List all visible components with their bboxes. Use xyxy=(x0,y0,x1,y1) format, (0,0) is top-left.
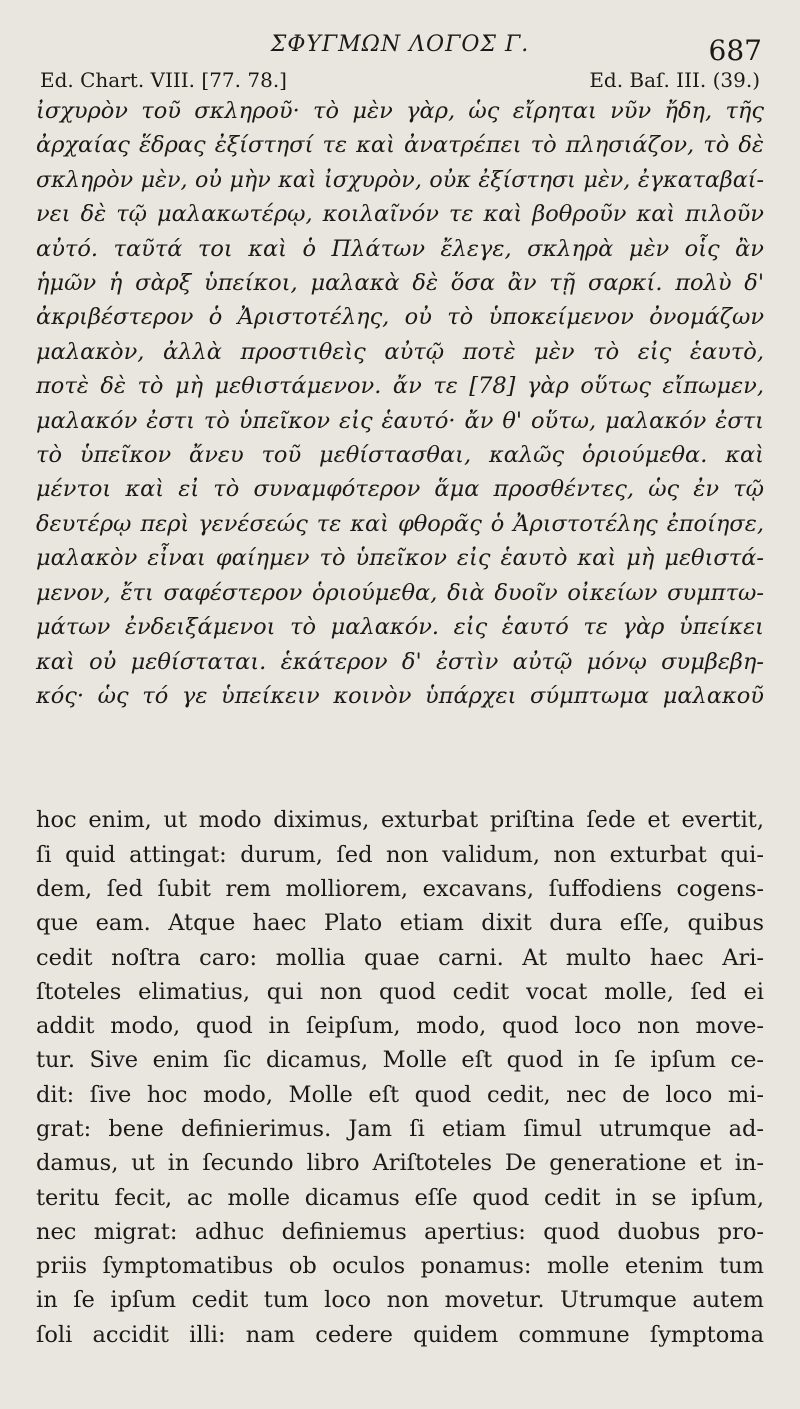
greek-line: μαλακὸν εἶναι φαίημεν τὸ ὑπεῖκον εἰς ἑαυτὸ καὶ μὴ μεθιστά- xyxy=(36,545,764,572)
edition-right: Ed. Baſ. III. (39.) xyxy=(589,68,760,92)
latin-line: in ſe ipſum cedit tum loco non movetur. Utrumque autem xyxy=(36,1287,764,1314)
latin-line: nec migrat: adhuc definiemus apertius: quod duobus pro- xyxy=(36,1218,764,1245)
section-gap xyxy=(36,713,764,803)
greek-line: νει δὲ τῷ μαλακωτέρῳ, κοιλαῖνόν τε καὶ βοθροῦν καὶ πιλοῦν xyxy=(36,201,764,228)
latin-line: cedit noſtra caro: mollia quae carni. At multo haec Ari- xyxy=(36,944,764,971)
latin-line: ſi quid attingat: durum, ſed non validum, non exturbat qui- xyxy=(36,841,764,868)
running-title: ΣΦΥΓΜΩΝ ΛΟΓΟΣ Γ. xyxy=(270,32,530,57)
latin-line: dem, ſed ſubit rem molliorem, excavans, ſuffodiens cogens- xyxy=(36,875,764,902)
latin-line: teritu fecit, ac molle dicamus eſſe quod cedit in se ipſum, xyxy=(36,1184,764,1211)
greek-line: μαλακὸν, ἀλλὰ προστιθεὶς αὐτῷ ποτὲ μὲν τὸ εἰς ἑαυτὸ, xyxy=(36,338,764,365)
greek-line: κός· ὡς τό γε ὑπείκειν κοινὸν ὑπάρχει σύμπτωμα μαλακοῦ xyxy=(36,682,764,709)
running-head xyxy=(36,30,764,68)
greek-line: μενον, ἔτι σαφέστερον ὁριούμεθα, διὰ δυοῖν οἰκείων συμπτω- xyxy=(36,579,764,606)
greek-line: δευτέρῳ περὶ γενέσεώς τε καὶ φθορᾶς ὁ Ἀριστοτέλης ἐποίησε, xyxy=(36,510,764,537)
edition-references xyxy=(36,68,764,92)
greek-line: ἀκριβέστερον ὁ Ἀριστοτέλης, οὐ τὸ ὑποκείμενον ὀνομάζων xyxy=(36,304,764,331)
page-number: 687 xyxy=(708,34,762,67)
greek-line: μέντοι καὶ εἰ τὸ συναμφότερον ἅμα προσθέντες, ὡς ἐν τῷ xyxy=(36,476,764,503)
latin-text xyxy=(36,803,764,1352)
latin-line: grat: bene definierimus. Jam ſi etiam ſimul utrumque ad- xyxy=(36,1115,764,1142)
latin-line: hoc enim, ut modo diximus, exturbat priſtina ſede et evertit, xyxy=(36,807,764,834)
latin-line: dit: ſive hoc modo, Molle eſt quod cedit, nec de loco mi- xyxy=(36,1081,764,1108)
latin-line: que eam. Atque haec Plato etiam dixit dura eſſe, quibus xyxy=(36,910,764,937)
latin-line: damus, ut in ſecundo libro Ariſtoteles De generatione et in- xyxy=(36,1150,764,1177)
edition-left: Ed. Chart. VIII. [77. 78.] xyxy=(40,68,287,92)
greek-line: αὐτό. ταῦτά τοι καὶ ὁ Πλάτων ἔλεγε, σκληρὰ μὲν οἷς ἂν xyxy=(36,235,764,262)
greek-line: καὶ οὐ μεθίσταται. ἑκάτερον δ' ἐστὶν αὐτῷ μόνῳ συμβεβη- xyxy=(36,648,764,675)
latin-line: tur. Sive enim ſic dicamus, Molle eſt quod in ſe ipſum ce- xyxy=(36,1047,764,1074)
latin-line: priis ſymptomatibus ob oculos ponamus: molle etenim tum xyxy=(36,1253,764,1280)
greek-line: ἰσχυρὸν τοῦ σκληροῦ· τὸ μὲν γὰρ, ὡς εἴρηται νῦν ἤδη, τῆς xyxy=(36,98,764,124)
greek-line: τὸ ὑπεῖκον ἄνευ τοῦ μεθίστασθαι, καλῶς ὁριούμεθα. καὶ xyxy=(36,442,764,469)
greek-line: σκληρὸν μὲν, οὐ μὴν καὶ ἰσχυρὸν, οὐκ ἐξίστησι μὲν, ἐγκαταβαί- xyxy=(36,166,764,193)
latin-line: addit modo, quod in ſeipſum, modo, quod loco non move- xyxy=(36,1013,764,1040)
greek-line: ἀρχαίας ἕδρας ἐξίστησί τε καὶ ἀνατρέπει τὸ πλησιάζον, τὸ δὲ xyxy=(36,132,764,159)
greek-line: ποτὲ δὲ τὸ μὴ μεθιστάμενον. ἄν τε [78] γὰρ οὕτως εἴπωμεν, xyxy=(36,373,764,400)
latin-line: ſtoteles elimatius, qui non quod cedit vocat molle, ſed ei xyxy=(36,978,764,1005)
greek-line: μάτων ἐνδειξάμενοι τὸ μαλακόν. εἰς ἑαυτό τε γὰρ ὑπείκει xyxy=(36,614,764,641)
latin-line: ſoli accidit illi: nam cedere quidem commune ſymptoma xyxy=(36,1321,764,1348)
greek-line: μαλακόν ἐστι τὸ ὑπεῖκον εἰς ἑαυτό· ἄν θ' οὕτω, μαλακόν ἐστι xyxy=(36,407,764,434)
greek-line: ἡμῶν ἡ σὰρξ ὑπείκοι, μαλακὰ δὲ ὅσα ἂν τῇ σαρκί. πολὺ δ' xyxy=(36,270,764,297)
greek-text xyxy=(36,94,764,713)
